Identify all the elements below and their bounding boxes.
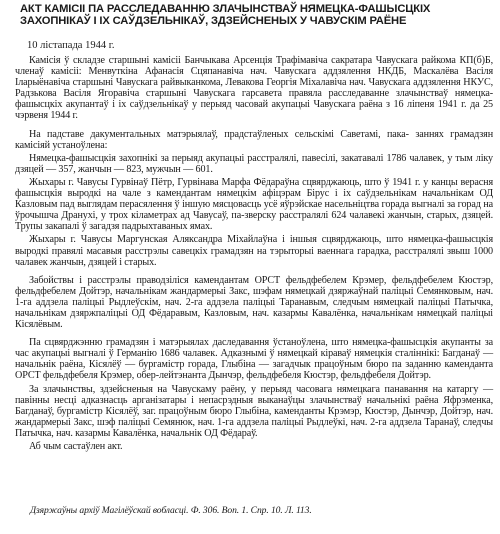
document-date: 10 лістапада 1944 г. [27,40,115,51]
document-title: АКТ КАМІСІІ ПА РАССЛЕДАВАННЮ ЗЛАЧЫНСТВАЎ НЯМЕЦКА-ФАШЫСЦКІХ ЗАХОПНІКАЎ І ІХ САЎДЗЕЛЬНІКАЎ, ЗДЗЕЙСНЕНЫХ У ЧАВУСКІМ РАЁНЕ [20,3,431,27]
paragraph-deportation: Па сцвярджэнню грамадзян і матэрыялах даследавання ўстаноўлена, што нямецка-фашысцкія акупанты за час акупацыі выгналі ў Германію 1686 чалавек. Адказнымі ў нямецкай кіраваў нямецкія сталіннікі: Багданаў — начальнік раёна, Кісялёў — бургамістр горада, Глыбіна — загадчык працоўным бюро па заданню каменданта ОРСТ фельдфебеля Крэмер, обер-лейтэнанта Дынчэр, фельдфебеля Кюстэр, фельдфебеля Дойтэр. [15,337,493,382]
paragraph-perpetrators: Забойствы і расстрэлы праводзіліся камендантам ОРСТ фельдфебелем Крэмер, фельдфебелем Кюстэр, фельдфебелем Дойтэр, начальнікам жандармерыі Закс, шэфам нямецкай дзяржаўнай паліцыі Семянковым, нач. 1-га аддзела паліцыі Рыдлеўскім, нач. 2-га аддзела паліцыі Таранавым, следчым нямецкай паліцыі Патычка, начальнікам дзяржпаліцыі ОД Фёдаравым, Казловым, нач. казармы Кавалёнка, начальнікам нямецкай паліцыі Кісялёвым. [15,274,493,331]
archive-source: Дзяржаўны архіў Магілёўскай вобласці. Ф. 306. Воп. 1. Спр. 10. Л. 113. [30,505,312,516]
paragraph-totals: Нямецка-фашысцкія захопнікі за перыяд акупацыі расстралялі, павесілі, закатавалі 1786 чалавек, у тым ліку дзяцей — 357, жанчын — 823, мужчын — 601. [15,152,493,175]
paragraph-commission: Камісія ў складзе старшыні камісіі Банчыкава Арсенція Трафімавіча сакратара Чавускага райкома КП(б)Б, членаў камісіі: Менвуткіна Афанасія Сцяпанавіча нач. Чавускага аддзялення НКДБ, Маскалёва Васіля Іларыёнавіча старшыні Чавускага райвыканкома, Левакова Георгія Міхалавіча нач. Чавускага аддзялення НКУС, Радзькова Васіля Ягоравіча старшыні Чавускага гарсавета правяла расследаванне злачынстваў нямецка-фашысцкіх акупантаў і іх саўдзельнікаў у перыяд часовай акупацыі Чавускага раёна з 16 ліпеня 1941 г. да 25 чэрвеня 1944 г. [15,55,493,122]
document-body [15,55,493,452]
paragraph-responsibility: За злачынствы, здзейсненыя на Чавускаму раёну, у перыяд часовага нямецкага панавання на катаргу — павінны несці адказнасць арганізатары і непасрэдныя выканаўцы злачынстваў начальнікі раёна Яфрэменка, Багданаў, бургамістр Кісялёў, заг. працоўным бюро Глыбіна, каменданты Крэмэр, Кюстэр, Дынчэр, Дойтэр, нач. жандармерыі Закс, шэф паліцыі Семянюк, нач. 1-га аддзела паліцыі Рыдлеўкі, нач. 2-га аддзела Таранаў, следчы Патычка, нач. казармы Кавалёнка, начальнік ОД Фёдараў. [15,383,493,439]
paragraph-basis: На падставе дакументальных матэрыялаў, прадстаўленых сельскімі Саветамі, пака- заннях грамадзян камісіяй устаноўлена: [15,128,493,151]
paragraph-military-town: Жыхары г. Чавусы Маргунская Аляксандра Міхайлаўна і іншыя сцвярджаюць, што нямецка-фашысцкія выродкі правялі масавыя расстрэлы савецкіх грамадзян на тэрыторыі ваеннага гарадка, расстралялі звыш 1000 чалавек жанчын, дзяцей і старых. [15,234,493,268]
paragraph-closing: Аб чым састаўлен акт. [29,441,123,452]
paragraph-dranukhi: Жыхары г. Чавусы Гурвінаў Пётр, Гурвінава Марфа Фёдараўна сцвярджаюць, што ў 1941 г. у канцы верасня фашысцкія выродкі на чале з камендантам нямецкім афіцэрам Бірус і іх саўдзельнікам начальнікам ОД Казловым пад выглядам перасялення ў іншую мясцовасць усё яўрэйскае насельніцтва горада выгналі за горад на ўрочышча Дранухі, у трох кіламетрах ад Чавусаў, па-зверску расстралялі 624 чалавекі жанчын, старых, дзяцей. Трупы закапалі ў загадзя падрыхтаваных ямах. [15,176,493,233]
